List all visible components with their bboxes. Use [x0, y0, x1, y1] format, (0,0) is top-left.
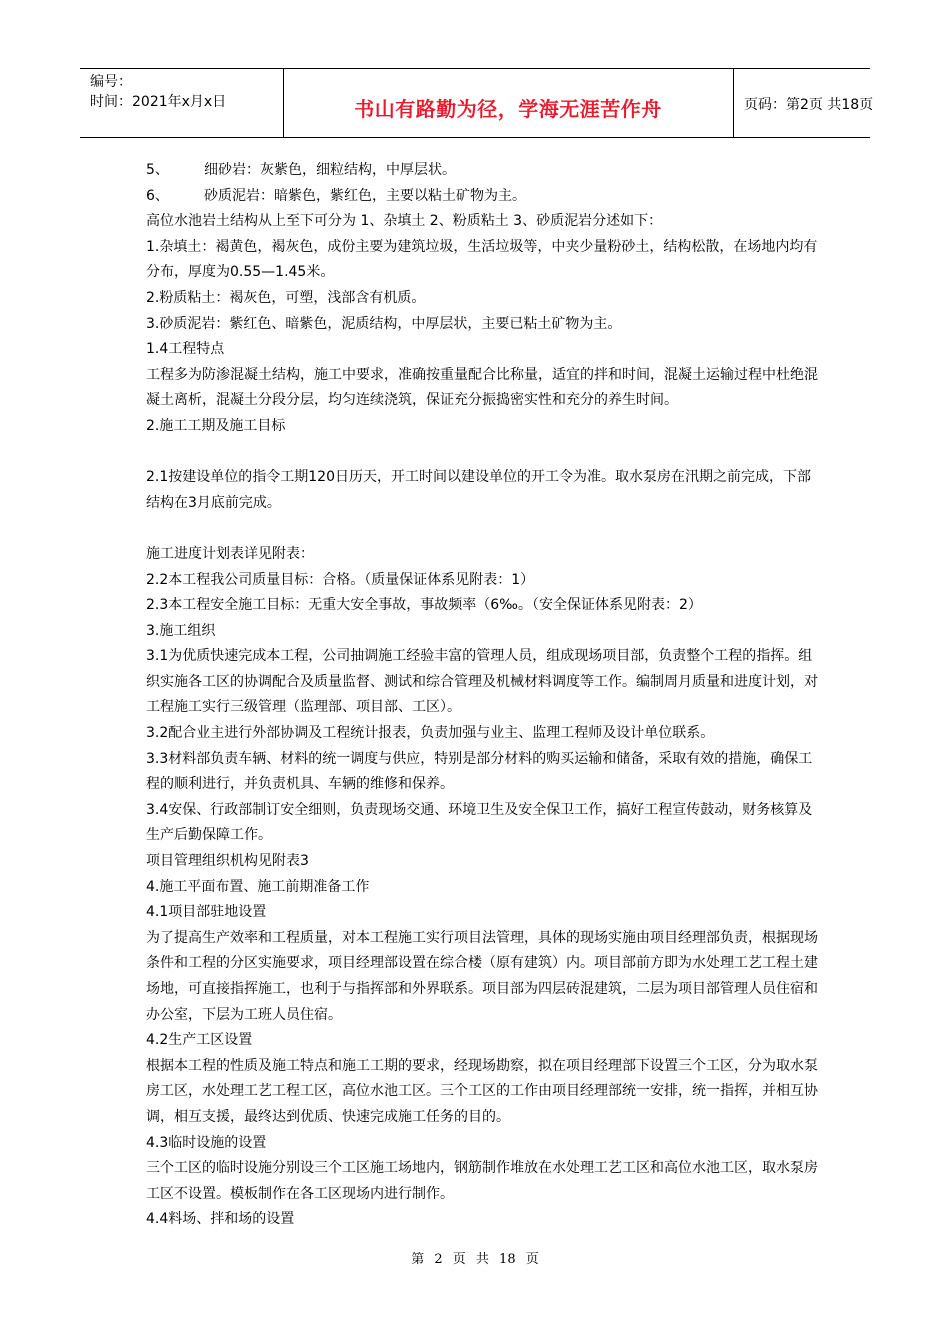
- subsection-heading: 4.2生产工区设置: [146, 1032, 253, 1049]
- list-item-number: 5、: [146, 162, 169, 178]
- paragraph: 3.3材料部负责车辆、材料的统一调度与供应，特别是部分材料的购买运输和储备，采取有效的措施，确保工程的顺利进行，并负责机具、车辆的维修和保养。: [146, 750, 813, 793]
- section-heading: 1.4工程特点: [146, 341, 225, 358]
- header-motto: 书山有路勤为径，学海无涯苦作舟: [354, 97, 662, 121]
- subsection-heading: 4.3临时设施的设置: [146, 1134, 267, 1151]
- list-item-6: [146, 184, 822, 210]
- list-item-number: 6、: [146, 187, 169, 204]
- header-page-number: 页码：第2页 共18页: [744, 97, 874, 113]
- paragraph: 1.杂填土：褐黄色，褐灰色，成份主要为建筑垃圾，生活垃圾等，中夹少量粉砂土，结构松散，在场地内均有分布，厚度为0.55—1.45米。: [146, 238, 818, 281]
- list-item-text: 细砂岩：灰紫色，细粒结构，中厚层状。: [204, 162, 456, 178]
- document-number-label: 编号：: [90, 74, 132, 90]
- paragraph: 项目管理组织机构见附表3: [146, 853, 309, 870]
- header-right-cell: [734, 69, 874, 137]
- paragraph: 根据本工程的性质及施工特点和施工工期的要求，经现场勘察，拟在项目经理部下设置三个工区，分为取水泵房工区，水处理工艺工程工区，高位水池工区。三个工区的工作由项目经理部统一安排，统一指挥，并相互协调，相互支援，最终达到优质、快速完成施工任务的目的。: [146, 1057, 818, 1125]
- blank-line: [146, 516, 822, 542]
- section-heading: 2.施工工期及施工目标: [146, 417, 286, 434]
- header-middle-cell: [283, 69, 734, 137]
- document-body: [146, 158, 822, 1233]
- paragraph: 3.2配合业主进行外部协调及工程统计报表，负责加强与业主、监理工程师及设计单位联系。: [146, 725, 715, 742]
- paragraph: 为了提高生产效率和工程质量，对本工程施工实行项目法管理，具体的现场实施由项目经理部负责，根据现场条件和工程的分区实施要求，项目经理部设置在综合楼（原有建筑）内。项目部前方即为水处理工艺工程土建场地，可直接指挥施工，也利于与指挥部和外界联系。项目部为四层砖混建筑，二层为项目部管理人员住宿和办公室，下层为工班人员住宿。: [146, 929, 818, 1023]
- paragraph: 3.砂质泥岩：紫红色、暗紫色，泥质结构，中厚层状，主要已粘土矿物为主。: [146, 315, 622, 332]
- section-heading: 4.施工平面布置、施工前期准备工作: [146, 878, 370, 895]
- blank-line: [146, 440, 822, 466]
- paragraph: 3.4安保、行政部制订安全细则，负责现场交通、环境卫生及安全保卫工作，搞好工程宣传鼓动，财务核算及生产后勤保障工作。: [146, 801, 813, 844]
- header-left-cell: [80, 69, 284, 137]
- paragraph: 工程多为防渗混凝土结构，施工中要求，准确按重量配合比称量，适宜的拌和时间，混凝土运输过程中杜绝混凝土离析，混凝土分段分层，均匀连续浇筑，保证充分振捣密实性和充分的养生时间。: [146, 366, 818, 409]
- paragraph: 高位水池岩土结构从上至下可分为 1、杂填土 2、粉质粘土 3、砂质泥岩分述如下：: [146, 213, 663, 230]
- paragraph: 2.粉质粘土：褐灰色，可塑，浅部含有机质。: [146, 289, 426, 306]
- paragraph: 三个工区的临时设施分别设三个工区施工场地内，钢筋制作堆放在水处理工艺工区和高位水池工区，取水泵房工区不设置。模板制作在各工区现场内进行制作。: [146, 1160, 818, 1202]
- section-heading: 3.施工组织: [146, 622, 216, 639]
- page-footer: 第 2 页 共 18 页: [411, 1252, 539, 1267]
- document-date-label: 时间：2021年x月x日: [90, 94, 227, 110]
- paragraph: 2.1按建设单位的指令工期120日历天，开工时间以建设单位的开工令为准。取水泵房在汛期之前完成，下部结构在3月底前完成。: [146, 469, 811, 511]
- subsection-heading: 4.1项目部驻地设置: [146, 904, 267, 921]
- paragraph: 3.1为优质快速完成本工程，公司抽调施工经验丰富的管理人员，组成现场项目部，负责整个工程的指挥。组织实施各工区的协调配合及质量监督、测试和综合管理及机械材料调度等工作。编制周月质量和进度计划，对工程施工实行三级管理（监理部、项目部、工区）。: [146, 648, 818, 716]
- page-header: [80, 68, 874, 138]
- subsection-heading: 4.4料场、拌和场的设置: [146, 1211, 295, 1228]
- list-item-text: 砂质泥岩：暗紫色，紫红色，主要以粘土矿物为主。: [204, 187, 526, 204]
- list-item-5: [146, 158, 822, 184]
- paragraph: 2.3本工程安全施工目标：无重大安全事故，事故频率（6‰。（安全保证体系见附表：2）: [146, 597, 702, 614]
- paragraph: 2.2本工程我公司质量目标：合格。（质量保证体系见附表：1）: [146, 571, 535, 588]
- paragraph: 施工进度计划表详见附表：: [146, 545, 314, 562]
